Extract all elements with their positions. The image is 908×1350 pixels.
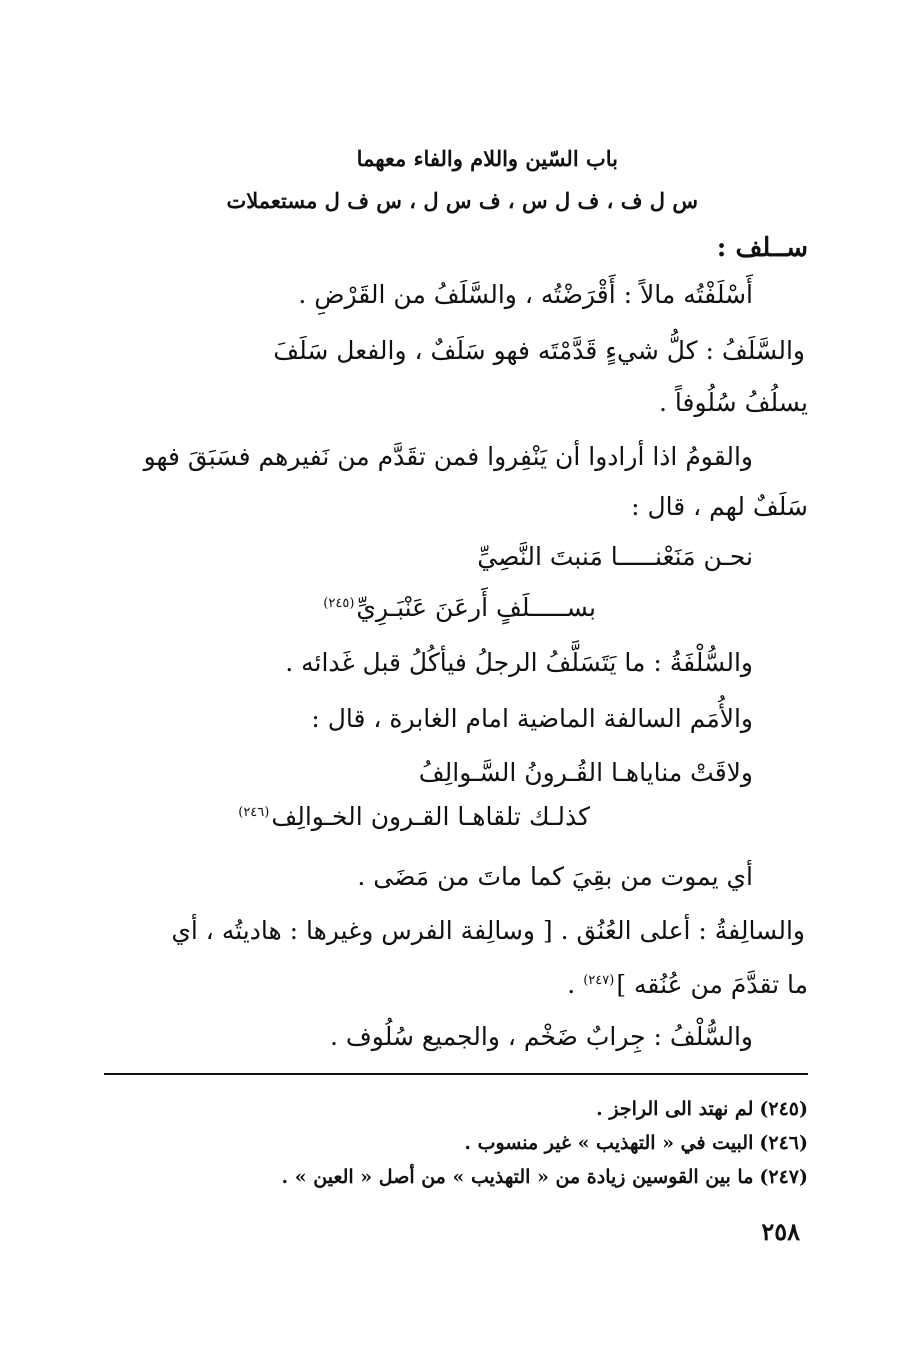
verse-text: كذلـك تلقاهـا القـرون الخـوالِف <box>271 802 590 831</box>
footnote-number: (٢٤٧) <box>759 1166 808 1188</box>
line-text: والسُّلْفَةُ : ما يَتَسَلَّفُ الرجلُ فيأكُلُ قبل غَدائه . <box>285 648 753 677</box>
footnote-ref: (٢٤٦) <box>238 804 270 820</box>
footnote <box>282 1168 808 1187</box>
footnote-divider <box>104 1073 808 1075</box>
body-line <box>357 864 753 889</box>
footnote-ref: (٢٤٧) <box>583 972 615 988</box>
line-text: والأُمَم السالفة الماضية امام الغابرة ، قال : <box>311 704 753 733</box>
line-text: أي يموت من بقِيَ كما ماتَ من مَضَى . <box>357 862 753 891</box>
verse-text: ولاقَتْ مناياهـا القُـرونُ السَّـوالِفُ <box>418 758 753 787</box>
body-line <box>171 918 805 943</box>
body-line <box>285 650 753 675</box>
footnote-text: ما بين القوسين زيادة من « التهذيب » من أصل « العين » . <box>281 1166 754 1188</box>
verse-text: نحـن مَنَعْنـــــا مَنبتَ النَّصِيِّ <box>477 542 753 571</box>
body-line <box>144 444 753 469</box>
entry-headword: ســلف : <box>716 233 808 263</box>
verse-line <box>477 544 753 569</box>
line-text: ما تقدَّمَ من عُنُقه ] <box>616 970 808 999</box>
page-number: ٢٥٨ <box>761 1217 800 1246</box>
line-text: والقومُ اذا أرادوا أن يَنْفِروا فمن تقَدَّم من نَفيرهم فسَبَقَ فهو <box>143 442 753 471</box>
body-line <box>330 1024 753 1049</box>
verse-line <box>419 760 753 785</box>
body-line <box>659 390 808 415</box>
line-text: والسَّلَفُ : كلُّ شيءٍ قَدَّمْتَه فهو سَلَفٌ ، والفعل سَلَفَ <box>273 336 805 365</box>
footnote-ref: (٢٤٥) <box>323 595 355 611</box>
body-line <box>631 494 808 519</box>
line-text: والسالِفةُ : أعلى العُنُق . [ وسالِفة الفرس وغيرها : هاديتُه ، أي <box>171 916 805 945</box>
line-text: سَلَفٌ لهم ، قال : <box>631 492 808 521</box>
verse-line <box>323 595 596 620</box>
section-title: باب السّين واللام والفاء معهما <box>356 146 618 171</box>
body-line <box>273 338 805 363</box>
footnote-text: البيت في « التهذيب » غير منسوب . <box>464 1132 754 1154</box>
line-text: والسُّلْفُ : جِرابٌ ضَخْم ، والجميع سُلُوف . <box>329 1022 753 1051</box>
footnote-number: (٢٤٥) <box>759 1098 808 1120</box>
line-text: يسلُفُ سُلُوفاً . <box>659 388 808 417</box>
verse-text: بســـــلَفٍ أَرعَنَ عَنْبَـرِيِّ <box>356 593 596 622</box>
section-subtitle: س ل ف ، ف ل س ، ف س ل ، س ف ل مستعملات <box>226 188 698 213</box>
body-line <box>311 706 753 731</box>
line-text: أَسْلَفْتُه مالاً : أَقْرَضْتُه ، والسَّلَفُ من القَرْضِ . <box>298 280 753 309</box>
footnote <box>464 1134 808 1153</box>
body-line <box>298 282 753 307</box>
body-line <box>567 972 808 997</box>
footnote-number: (٢٤٦) <box>759 1132 808 1154</box>
footnote <box>596 1100 808 1119</box>
footnote-text: لم نهتد الى الراجز . <box>596 1098 754 1120</box>
line-suffix: . <box>567 970 584 999</box>
verse-line <box>238 804 590 829</box>
